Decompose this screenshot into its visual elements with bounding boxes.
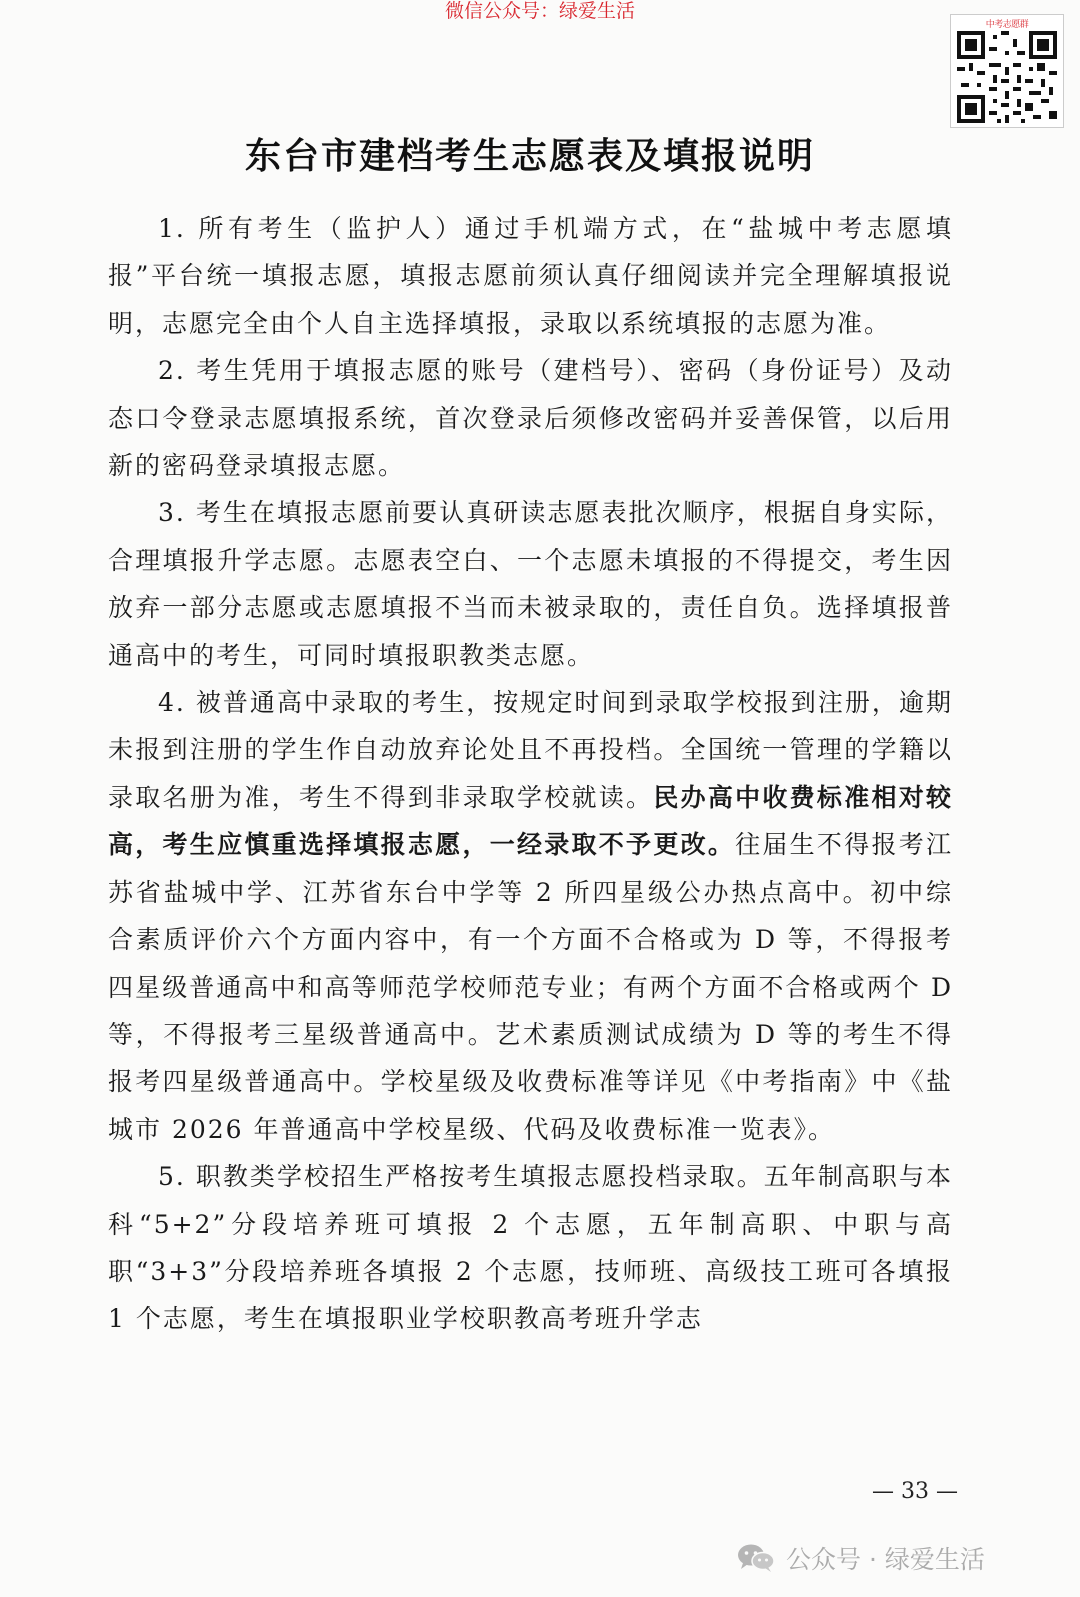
qr-caption: 中考志愿群: [985, 20, 1029, 30]
document-body: [108, 205, 953, 1343]
wechat-icon: [736, 1543, 776, 1573]
footer-watermark-text: 公众号 · 绿爱生活: [786, 1545, 985, 1574]
qr-code: [950, 14, 1064, 128]
paragraph-text: 1. 所有考生（监护人）通过手机端方式，在“盐城中考志愿填报”平台统一填报志愿，填报志愿前须认真仔细阅读并完全理解填报说明，志愿完全由个人自主选择填报，录取以系统填报的志愿为准。: [108, 214, 953, 338]
document-title: 东台市建档考生志愿表及填报说明: [244, 135, 815, 177]
top-watermark: 微信公众号：绿爱生活: [444, 0, 635, 22]
paragraph: [108, 679, 953, 1153]
paragraph-text: 3. 考生在填报志愿前要认真研读志愿表批次顺序，根据自身实际，合理填报升学志愿。志愿表空白、一个志愿未填报的不得提交，考生因放弃一部分志愿或志愿填报不当而未被录取的，责任自负。选择填报普通高中的考生，可同时填报职教类志愿。: [108, 498, 953, 670]
paragraph: [108, 347, 953, 489]
qr-code-icon: [957, 31, 1057, 123]
paragraph-text: 4. 被普通高中录取的考生，按规定时间到录取学校报到注册，逾期未报到注册的学生作自动放弃论处且不再投档。全国统一管理的学籍以录取名册为准，考生不得到非录取学校就读。: [108, 688, 953, 812]
paragraph-text: 5. 职教类学校招生严格按考生填报志愿投档录取。五年制高职与本科“5+2”分段培养班可填报 2 个志愿，五年制高职、中职与高职“3+3”分段培养班各填报 2 个志愿，技师班、高级技工班可各填报 1 个志愿，考生在填报职业学校职教高考班升学志: [108, 1162, 953, 1334]
paragraph-text: 往届生不得报考江苏省盐城中学、江苏省东台中学等 2 所四星级公办热点高中。初中综合素质评价六个方面内容中，有一个方面不合格或为 D 等，不得报考四星级普通高中和高等师范学校师范专业；有两个方面不合格或两个 D 等，不得报考三星级普通高中。艺术素质测试成绩为 D 等的考生不得报考四星级普通高中。学校星级及收费标准等详见《中考指南》中《盐城市 2026 年普通高中学校星级、代码及收费标准一览表》。: [108, 830, 953, 1144]
paragraph: [108, 489, 953, 679]
bold-text: 民办高中收费标准相对较高，考生应慎重选择填报志愿，一经录取不予更改。: [108, 782, 953, 860]
page-number: — 33 —: [872, 1479, 958, 1504]
footer-watermark: [736, 1538, 985, 1578]
paragraph-text: 2. 考生凭用于填报志愿的账号（建档号）、密码（身份证号）及动态口令登录志愿填报系统，首次登录后须修改密码并妥善保管，以后用新的密码登录填报志愿。: [108, 356, 953, 481]
paragraph: [108, 1153, 953, 1343]
paragraph: [108, 205, 953, 347]
